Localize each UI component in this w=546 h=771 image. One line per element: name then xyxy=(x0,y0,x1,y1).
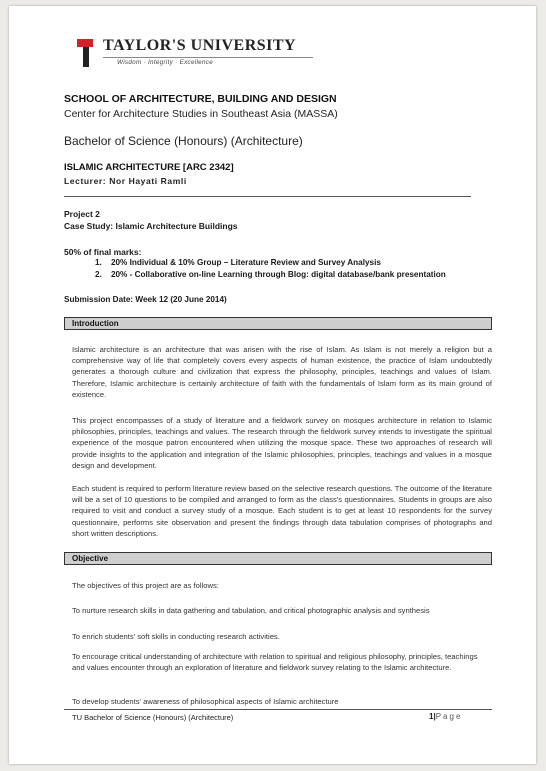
submission-date: Submission Date: Week 12 (20 June 2014) xyxy=(64,295,227,304)
project-title: Project 2 xyxy=(64,209,100,219)
objective-intro: The objectives of this project are as follows: xyxy=(72,581,219,590)
header-divider xyxy=(64,196,471,197)
objective-heading: Objective xyxy=(72,554,109,563)
school-name: SCHOOL OF ARCHITECTURE, BUILDING AND DESIGN xyxy=(64,93,337,105)
page-label: Page xyxy=(435,712,463,721)
flag-icon xyxy=(77,39,99,67)
introduction-heading-bar xyxy=(64,317,492,330)
marks-item xyxy=(95,270,446,279)
lecturer-name: Lecturer: Nor Hayati Ramli xyxy=(64,176,187,186)
marks-item xyxy=(95,258,381,267)
marks-item-text: 20% - Collaborative on-line Learning through Blog: digital database/bank presentation xyxy=(110,270,446,279)
marks-item-number: 2. xyxy=(95,270,102,279)
page-number-value: 1 xyxy=(429,712,434,721)
marks-item-number: 1. xyxy=(95,258,102,267)
objective-item: To nurture research skills in data gathering and tabulation, and critical photographic analysis and synthesis xyxy=(72,606,430,615)
document-page xyxy=(9,6,536,764)
intro-paragraph: This project encompasses of a study of literature and a fieldwork survey on mosques architecture in relation to Islamic philosophies, principles, teachings and values. The research through the fieldwork survey intends to investigate the spiritual experience of the mosque patron encountered when utilizing the mosque space. These two approaches of research will provide insights to the application and integration of the Islamic philosophies, principles, teachings and values in a mosque design and development. xyxy=(72,416,492,470)
page-number xyxy=(429,712,462,721)
footer-text: TU Bachelor of Science (Honours) (Architecture) xyxy=(72,713,234,722)
logo-tagline: Wisdom · Integrity · Excellence xyxy=(117,59,214,66)
objective-item: To encourage critical understanding of architecture with relation to spiritual and religious philosophy, principles, teachings and values encounter through an exploration of literature and fieldwork survey relating to the Islamic architecture. xyxy=(72,652,478,673)
page-separator: | xyxy=(433,712,436,721)
course-title: ISLAMIC ARCHITECTURE [ARC 2342] xyxy=(64,162,234,173)
marks-label: 50% of final marks: xyxy=(64,247,142,257)
objective-item: To enrich students' soft skills in conducting research activities. xyxy=(72,632,280,641)
logo-name: TAYLOR'S UNIVERSITY xyxy=(103,37,297,54)
intro-paragraph: Islamic architecture is an architecture that was arisen with the rise of Islam. As Islam is not merely a religion but a comprehensive way of life that completely covers every aspects of human existence, the practice of Islam undoubtedly generates a thorough culture and civilization that express the philosophy, principles, teachings and values of Islam. Therefore, Islamic architecture is certainly architecture of faith with the fundamentals of Islam form as its main ground of existence. xyxy=(72,345,492,399)
case-study: Case Study: Islamic Architecture Buildings xyxy=(64,221,238,231)
footer-divider xyxy=(64,709,492,710)
introduction-heading: Introduction xyxy=(72,319,119,328)
marks-item-text: 20% Individual & 10% Group – Literature Review and Survey Analysis xyxy=(110,258,381,267)
intro-paragraph: Each student is required to perform literature review based on the selective research questions. The outcome of the literature will be a set of 10 questions to be compiled and arranged to form as the class's questionnaires. Students in groups are also required to visit and conduct a survey study of a mosque. Each student is to get at least 10 respondents for the survey questionnaire, performs site observation and present the findings through data tabulation comprises of photographs and short written descriptions. xyxy=(72,484,492,538)
objective-item: To develop students' awareness of philosophical aspects of Islamic architecture xyxy=(72,697,339,706)
logo-divider xyxy=(103,57,313,58)
degree-title: Bachelor of Science (Honours) (Architecture) xyxy=(64,134,303,148)
university-logo xyxy=(77,39,317,73)
center-name: Center for Architecture Studies in Southeast Asia (MASSA) xyxy=(64,108,338,120)
objective-heading-bar xyxy=(64,552,492,565)
